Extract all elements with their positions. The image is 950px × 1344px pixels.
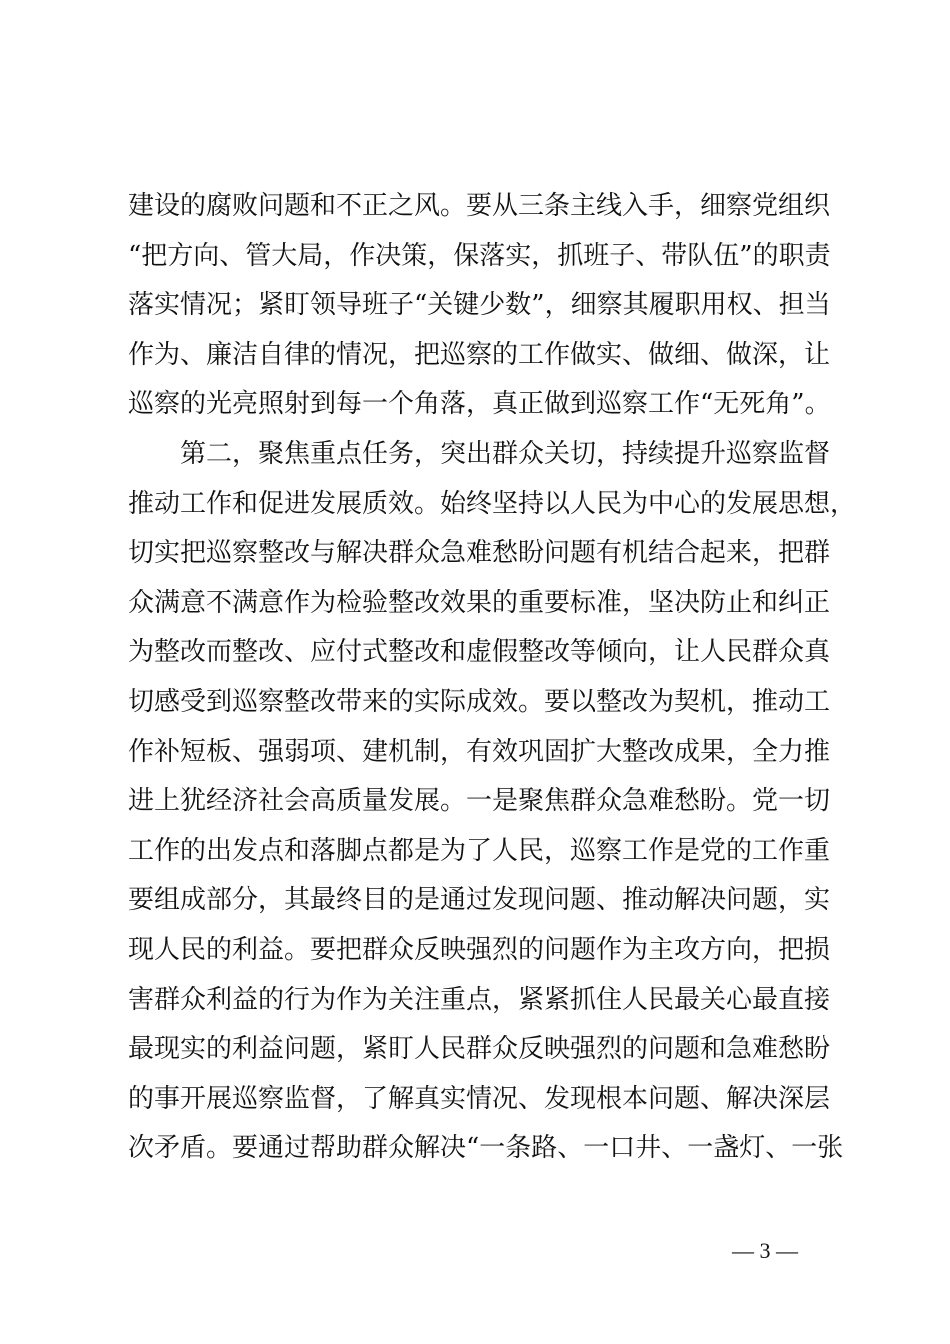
text-line: 工作的出发点和落脚点都是为了人民，巡察工作是党的工作重: [128, 835, 831, 866]
text-line: 众满意不满意作为检验整改效果的重要标准，坚决防止和纠正: [128, 587, 831, 618]
text-line: 巡察的光亮照射到每一个角落，真正做到巡察工作“无死角”。: [128, 389, 831, 420]
page-number: — 3 —: [732, 1238, 798, 1263]
paragraph-first-line: 第二，聚焦重点任务，突出群众关切，持续提升巡察监督: [180, 438, 831, 469]
text-line: 建设的腐败问题和不正之风。要从三条主线入手，细察党组织: [128, 191, 831, 221]
text-line: 最现实的利益问题，紧盯人民群众反映强烈的问题和急难愁盼: [128, 1034, 831, 1065]
text-line: 进上犹经济社会高质量发展。一是聚焦群众急难愁盼。党一切: [128, 786, 831, 817]
text-line: 切实把巡察整改与解决群众急难愁盼问题有机结合起来，把群: [128, 538, 831, 569]
text-line: 次矛盾。要通过帮助群众解决“一条路、一口井、一盏灯、一张: [128, 1133, 844, 1164]
text-line: 的事开展巡察监督，了解真实情况、发现根本问题、解决深层: [128, 1083, 831, 1114]
text-line: 害群众利益的行为作为关注重点，紧紧抓住人民最关心最直接: [128, 984, 831, 1015]
text-line: 作为、廉洁自律的情况，把巡察的工作做实、做细、做深，让: [128, 339, 831, 370]
text-line: 落实情况；紧盯领导班子“关键少数”，细察其履职用权、担当: [128, 290, 831, 321]
text-line: 要组成部分，其最终目的是通过发现问题、推动解决问题，实: [128, 885, 831, 916]
text-line: 为整改而整改、应付式整改和虚假整改等倾向，让人民群众真: [128, 637, 831, 668]
body-text: [128, 182, 857, 1174]
text-line: 现人民的利益。要把群众反映强烈的问题作为主攻方向，把损: [128, 934, 831, 965]
text-line: “把方向、管大局，作决策，保落实，抓班子、带队伍”的职责: [128, 240, 831, 271]
text-line: 切感受到巡察整改带来的实际成效。要以整改为契机，推动工: [128, 686, 831, 717]
text-line: 作补短板、强弱项、建机制，有效巩固扩大整改成果，全力推: [128, 736, 831, 767]
text-line: 推动工作和促进发展质效。始终坚持以人民为中心的发展思想，: [128, 488, 857, 519]
